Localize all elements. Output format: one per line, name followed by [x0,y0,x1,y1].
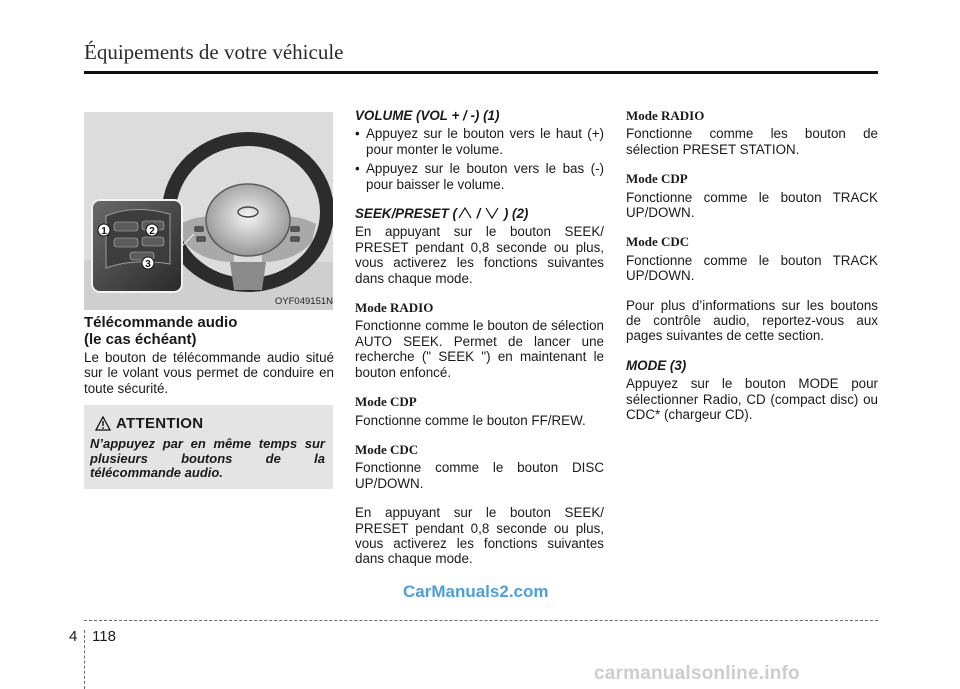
mode-heading: MODE (3) [626,357,687,373]
svg-text:3: 3 [145,259,151,270]
steering-wheel-illustration [84,112,333,310]
preset-cdp-heading: Mode CDP [626,171,688,187]
warning-text: N’appuyez par en même temps sur plusieurs boutons de la télécommande audio. [90,436,325,481]
chevron-down-icon [484,207,500,219]
seek-outro: En appuyant sur le bouton SEEK/ PRESET pendant 0,8 seconde ou plus, vous activerez les fonctions suivantes dans chaque mode. [355,505,604,567]
header-rule [84,71,878,74]
seek-cdc-heading: Mode CDC [355,441,419,457]
volume-heading: VOLUME (VOL + / -) (1) [355,108,500,123]
chapter-number: 4 [69,628,78,645]
svg-text:1: 1 [101,226,107,237]
seek-radio-text: Fonctionne comme le bouton de sélection AUTO SEEK. Permet de lancer une recherche (" SEEK ") en maintenant le bouton enfoncé. [355,318,604,380]
section-title [84,314,334,348]
warning-triangle-icon [95,416,111,431]
steering-wheel-figure [84,112,333,310]
chevron-up-icon [457,207,473,219]
preset-radio-text: Fonctionne comme les bouton de sélection PRESET STATION. [626,126,878,157]
volume-bullet-up-text: Appuyez sur le bouton vers le haut (+) pour monter le volume. [366,126,604,157]
section-body: Le bouton de télécommande audio situé sur le volant vous permet de conduire en toute sécurité. [84,350,334,396]
volume-bullet-down-text: Appuyez sur le bouton vers le bas (-) pour baisser le volume. [366,161,604,192]
seek-radio-heading: Mode RADIO [355,300,434,316]
seek-cdp-text: Fonctionne comme le bouton FF/REW. [355,412,586,428]
volume-bullet-down [355,161,604,192]
column-3 [626,108,878,423]
warning-box [84,405,333,489]
footer-divider [84,630,85,689]
section-title-line2: (le cas échéant) [84,331,197,348]
preset-cdc-heading: Mode CDC [626,234,690,250]
section-title-line1: Télécommande audio [84,314,238,331]
svg-text:2: 2 [149,226,155,237]
carmanuals-watermark[interactable]: CarManuals2.com [403,582,549,601]
seek-heading-prefix: SEEK/PRESET ( [355,206,457,222]
seek-cdc-text: Fonctionne comme le bouton DISC UP/DOWN. [355,460,604,491]
volume-bullet-up [355,126,604,157]
preset-cdp-text: Fonctionne comme le bouton TRACK UP/DOWN. [626,189,878,221]
seek-heading [355,206,604,221]
seek-cdp-heading: Mode CDP [355,394,417,410]
seek-heading-suffix: ) (2) [500,206,529,222]
bullet-dot: • [355,126,360,142]
page-number: 118 [92,628,116,645]
column-2 [355,108,604,567]
preset-radio-heading: Mode RADIO [626,108,705,123]
figure-code: OYF049151N [274,296,333,307]
preset-cdc-text: Fonctionne comme le bouton TRACK UP/DOWN. [626,252,878,284]
mode-text: Appuyez sur le bouton MODE pour sélectionner Radio, CD (compact disc) ou CDC* (chargeur CD). [626,376,878,423]
page-header-title: Équipements de votre véhicule [84,40,344,64]
footer-rule [84,620,878,621]
seek-heading-sep: / [472,206,485,222]
warning-title: ATTENTION [116,415,204,432]
bullet-dot: • [355,161,360,177]
seek-intro: En appuyant sur le bouton SEEK/ PRESET pendant 0,8 seconde ou plus, vous activerez les fonctions suivantes dans chaque mode. [355,224,604,286]
footer-watermark[interactable]: carmanualsonline.info [594,663,800,684]
audio-info-text: Pour plus d’informations sur les boutons de contrôle audio, reportez-vous aux pages suivantes de cette section. [626,297,878,344]
